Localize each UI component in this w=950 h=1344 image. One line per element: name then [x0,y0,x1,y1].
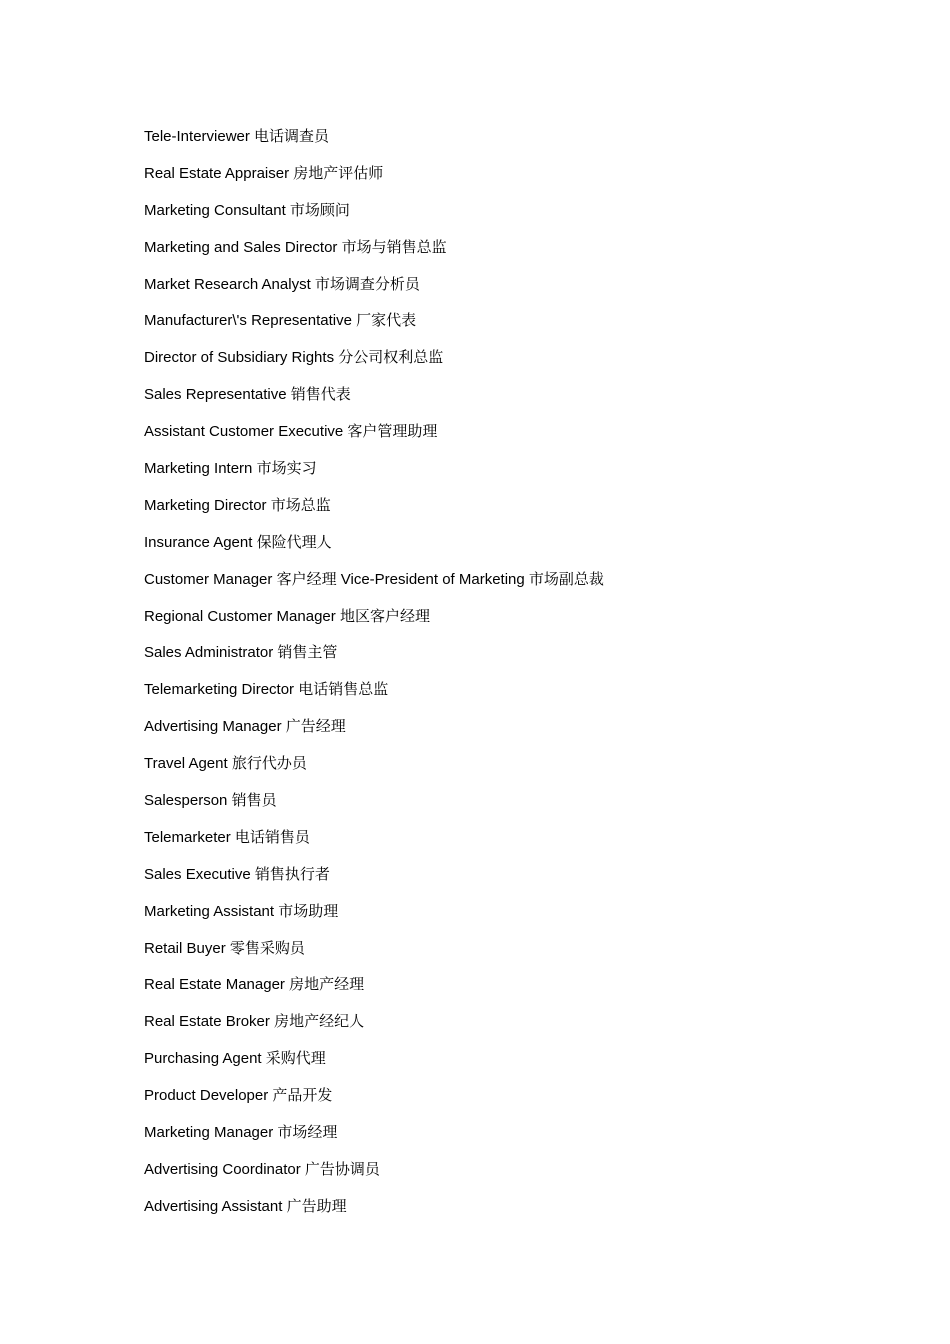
english-title: Product Developer [144,1087,269,1105]
chinese-title: 分公司权利总监 [338,348,444,367]
english-title: Customer Manager [144,570,273,588]
list-item [144,1194,604,1231]
list-item [144,1120,604,1157]
chinese-title: 广告协调员 [304,1159,380,1178]
chinese-title: 电话调查员 [254,127,330,145]
english-title: Purchasing Agent [144,1050,262,1068]
chinese-title: 市场总监 [270,495,331,514]
chinese-title: 电话销售总监 [298,680,389,699]
list-item [144,604,604,641]
list-item [144,382,604,419]
english-title: Real Estate Manager [144,976,285,994]
list-item [144,235,604,272]
english-title: Advertising Assistant [144,1197,283,1215]
chinese-title: 厂家代表 [356,311,417,330]
list-item [144,567,604,604]
list-item [144,308,604,345]
chinese-title: 地区客户经理 [339,606,430,625]
chinese-title: 零售采购员 [229,938,305,957]
list-item [144,825,604,862]
chinese-title: 产品开发 [272,1086,333,1105]
list-item [144,640,604,677]
english-title: Marketing and Sales Director [144,238,338,256]
english-title: Telemarketing Director [144,681,295,699]
english-title: Sales Representative [144,386,287,404]
english-title: Sales Executive [144,865,251,883]
list-item [144,1046,604,1083]
english-title: Manufacturer\'s Representative [144,312,352,330]
english-title: Regional Customer Manager [144,607,336,625]
english-title: Marketing Assistant [144,902,275,920]
chinese-title: 采购代理 [265,1049,326,1068]
chinese-title: 市场调查分析员 [314,274,420,293]
list-item [144,198,604,235]
list-item [144,862,604,899]
chinese-title: 市场助理 [278,901,339,920]
chinese-title: 保险代理人 [256,532,332,551]
english-title: Telemarketer [144,828,231,846]
english-title: Market Research Analyst [144,275,311,293]
english-title: Insurance Agent [144,533,253,551]
english-title: Marketing Director [144,496,267,514]
chinese-title: 销售员 [231,791,277,810]
chinese-title: 房地产经理 [289,975,365,994]
english-title: Tele-Interviewer [144,128,250,145]
list-item [144,161,604,198]
chinese-title: 市场与销售总监 [341,237,447,256]
english-title: Director of Subsidiary Rights [144,349,335,367]
english-title: Advertising Coordinator [144,1160,301,1178]
english-title: Assistant Customer Executive [144,423,344,441]
chinese-title: 客户管理助理 [347,422,438,441]
list-item [144,124,604,161]
list-item [144,272,604,309]
list-item [144,899,604,936]
chinese-title: 广告经理 [285,717,346,736]
list-item [144,1157,604,1194]
list-item [144,1083,604,1120]
english-title: Sales Administrator [144,644,274,662]
list-item [144,936,604,973]
list-item [144,345,604,382]
english-title: Marketing Manager [144,1124,274,1142]
list-item [144,419,604,456]
english-title: Real Estate Broker [144,1013,270,1031]
chinese-title: 广告助理 [286,1196,347,1215]
chinese-title: 市场实习 [256,459,317,478]
chinese-title: 销售代表 [290,385,351,404]
english-title: Travel Agent [144,755,228,773]
list-item [144,530,604,567]
english-title: Marketing Consultant [144,201,286,219]
chinese-title: 销售主管 [277,643,338,662]
chinese-title: 市场顾问 [289,200,350,219]
english-title: Advertising Manager [144,718,282,736]
list-item [144,972,604,1009]
english-title: Marketing Intern [144,460,253,478]
english-title: Retail Buyer [144,939,226,957]
chinese-title: 客户经理 [276,569,337,588]
job-title-list [144,124,604,1231]
list-item [144,677,604,714]
english-title: Vice-President of Marketing [340,570,525,588]
chinese-title: 电话销售员 [234,827,310,846]
chinese-title: 销售执行者 [254,864,330,883]
list-item [144,788,604,825]
english-title: Salesperson [144,792,228,810]
list-item [144,751,604,788]
list-item [144,493,604,530]
list-item [144,714,604,751]
chinese-title: 房地产经纪人 [274,1012,365,1031]
english-title: Real Estate Appraiser [144,164,290,182]
chinese-title: 旅行代办员 [231,754,307,773]
chinese-title: 市场经理 [277,1123,338,1142]
chinese-title: 市场副总裁 [528,569,604,588]
chinese-title: 房地产评估师 [293,163,384,182]
list-item [144,456,604,493]
list-item [144,1009,604,1046]
